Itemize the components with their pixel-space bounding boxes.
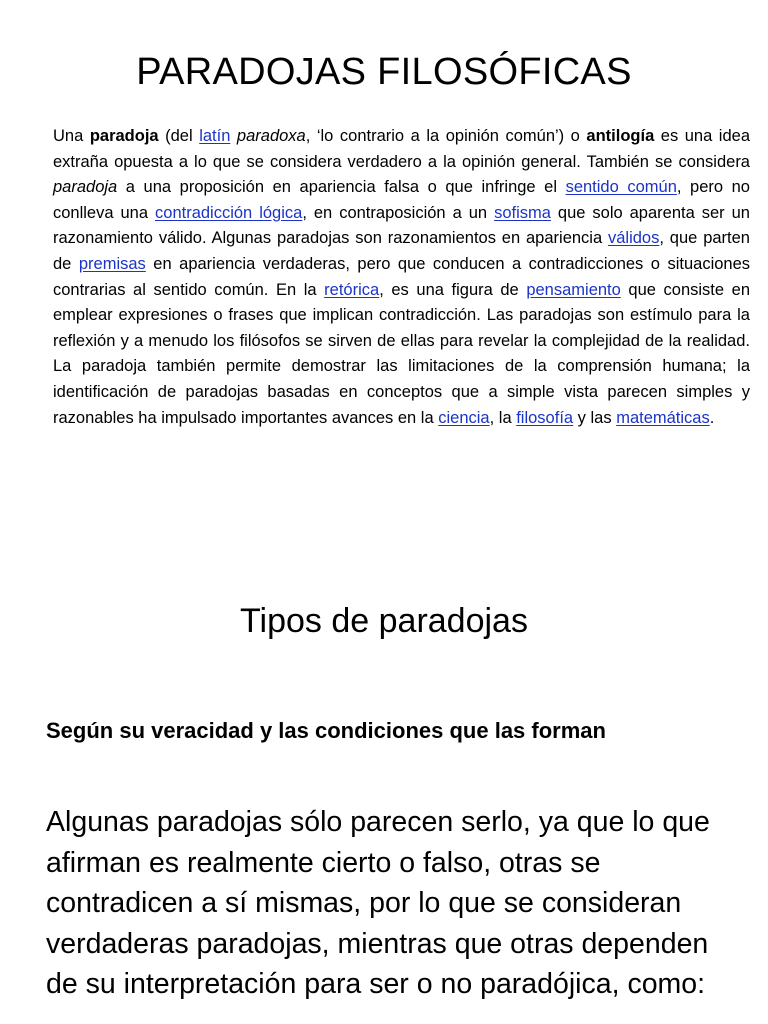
intro-text: que consiste en emplear expresiones o frases que implican contradicción. Las paradojas son estímulo para la reflexión y a menudo los filósofos se sirven de ellas para revelar la complejidad de la realidad. La paradoja también permite demostrar las limitaciones de la comprensión humana; la identificación de paradojas basadas en conceptos que a simple vista parecen simples y razonables ha impulsado importantes avances en la <box>53 280 750 427</box>
intro-text: es una idea extraña opuesta a lo que se considera verdadero a la opinión general. También se considera <box>53 127 751 171</box>
intro-text: , que parten de <box>53 229 750 273</box>
intro-text: que solo aparenta ser un razonamiento válido. Algunas paradojas son razonamientos en apariencia <box>53 203 750 248</box>
intro-text: en apariencia verdaderas, pero que conducen a contradicciones o situaciones contrarias al sentido común. En la <box>53 254 751 299</box>
bold-term-antilogia: antilogía <box>586 127 655 145</box>
body-text: Algunas paradojas sólo parecen serlo, ya que lo que afirman es realmente cierto o falso, otras se contradicen a sí mismas, por lo que se consideran verdaderas paradojas, mientras que otras dependen de su interpretación para ser o no paradójica, como: <box>46 806 710 1000</box>
intro-text: Una <box>53 127 90 145</box>
intro-text: a una proposición en apariencia falsa o que infringe el <box>117 178 566 197</box>
bold-term-paradoja: paradoja <box>89 127 159 145</box>
section-title: Tipos de paradojas <box>240 602 528 640</box>
link-matematicas[interactable]: matemáticas <box>616 408 710 427</box>
page-title: PARADOJAS FILOSÓFICAS <box>136 51 632 93</box>
link-ciencia[interactable]: ciencia <box>438 408 490 427</box>
link-sentido-comun[interactable]: sentido común <box>565 178 677 197</box>
intro-paragraph <box>53 124 750 431</box>
link-pensamiento[interactable]: pensamiento <box>526 280 621 299</box>
link-sofisma[interactable]: sofisma <box>494 203 551 222</box>
italic-term-paradoxa: paradoxa <box>236 127 306 145</box>
link-latin[interactable]: latín <box>199 127 231 145</box>
link-premisas[interactable]: premisas <box>78 254 146 273</box>
intro-text: , es una figura de <box>379 280 527 299</box>
intro-text: , pero no conlleva una <box>53 178 750 222</box>
link-filosofia[interactable]: filosofía <box>516 408 574 427</box>
intro-text: . <box>709 408 715 427</box>
link-validos[interactable]: válidos <box>608 229 660 248</box>
intro-text: y las <box>573 408 617 427</box>
subsection-heading: Según su veracidad y las condiciones que las forman <box>46 718 606 743</box>
intro-text: (del <box>158 127 200 145</box>
intro-text: , la <box>489 408 517 427</box>
intro-text: , ‘lo contrario a la opinión común’) o <box>305 127 587 145</box>
link-retorica[interactable]: retórica <box>324 280 380 299</box>
link-contradiccion-logica[interactable]: contradicción lógica <box>155 203 303 222</box>
italic-term-paradoja: paradoja <box>53 178 118 197</box>
intro-text: , en contraposición a un <box>302 203 495 222</box>
